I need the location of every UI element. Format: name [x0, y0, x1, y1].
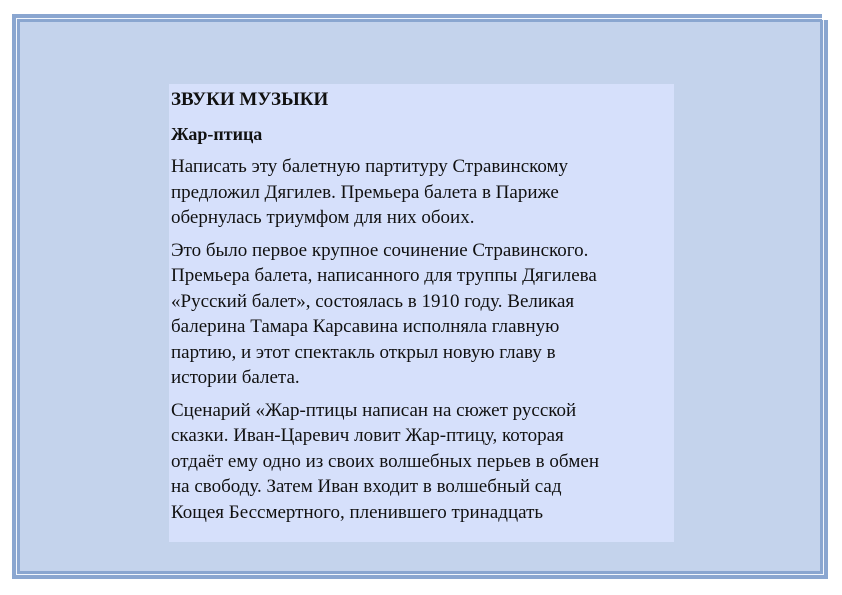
corner-accent — [822, 8, 834, 20]
paragraph-2: Это было первое крупное сочинение Стравинского. Премьера балета, написанного для труппы Дягилева «Русский балет», состоялась в 1910 году. Великая балерина Тамара Карсавина исполняла главную партию, и этот спектакль открыл новую главу в истории балета. — [171, 239, 597, 388]
text-panel — [169, 84, 674, 542]
paragraph-3: Сценарий «Жар-птицы написан на сюжет русской сказки. Иван-Царевич ловит Жар-птицу, которая отдаёт ему одно из своих волшебных перьев в обмен на свободу. Затем Иван входит в волшебный сад Кощея Бессмертного, пленившего тринадцать — [171, 399, 599, 523]
slide-heading: ЗВУКИ МУЗЫКИ — [171, 89, 329, 110]
paragraph-1: Написать эту балетную партитуру Стравинскому предложил Дягилев. Премьера балета в Париже обернулась триумфом для них обоих. — [171, 156, 569, 228]
slide-subheading: Жар-птица — [171, 124, 263, 144]
